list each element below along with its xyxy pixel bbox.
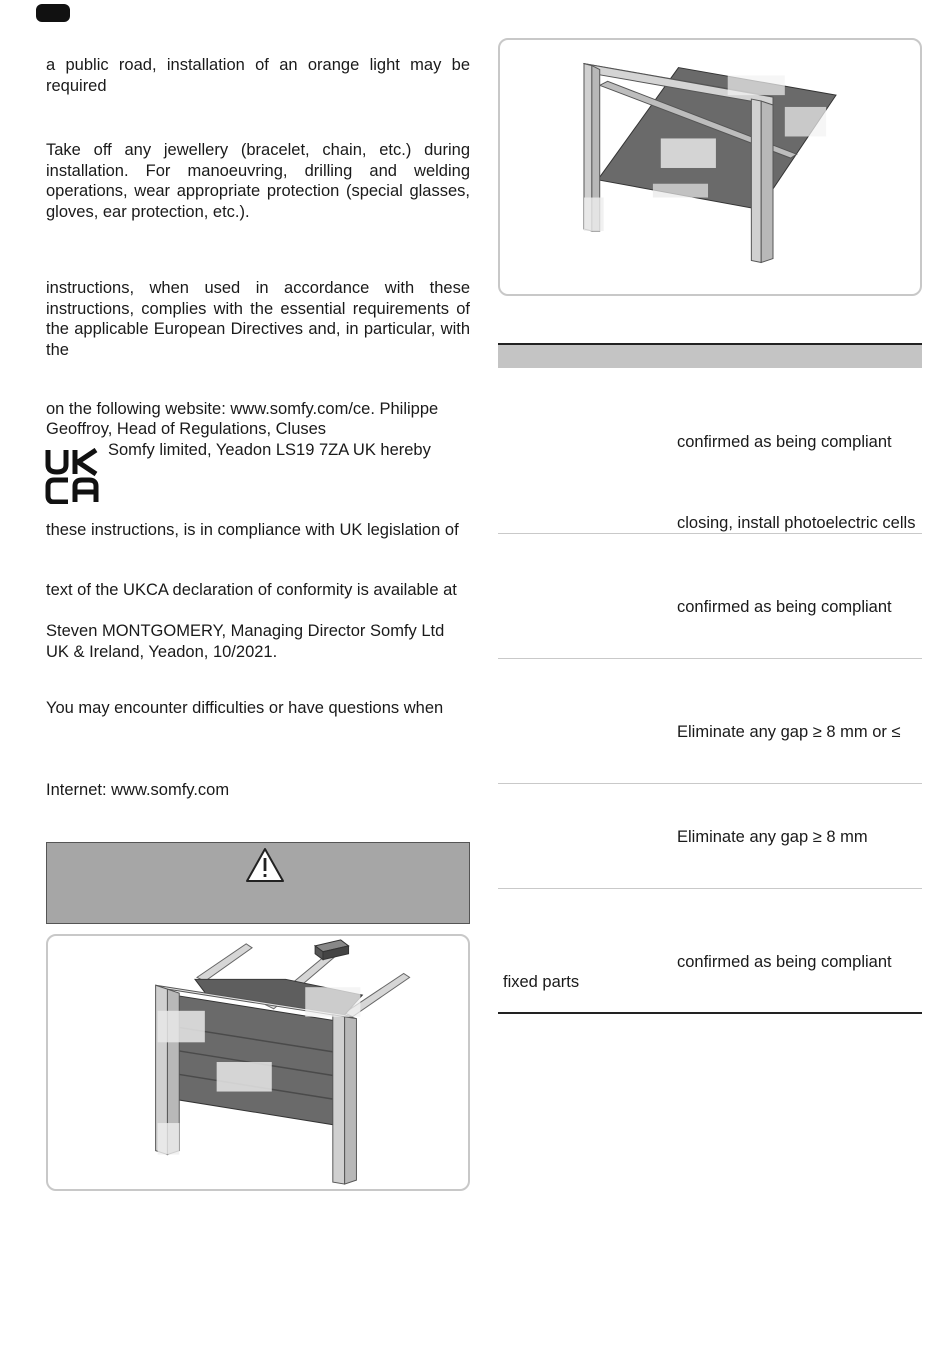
paragraph-signatory: Steven MONTGOMERY, Managing Director Somfy Ltd UK & Ireland, Yeadon, 10/2021. bbox=[46, 622, 445, 661]
table-bottom-border bbox=[498, 1012, 922, 1014]
table-row-3-right: Eliminate any gap ≥ 8 mm or ≤ bbox=[677, 723, 901, 741]
table-row-1-right-line1: confirmed as being compliant bbox=[677, 433, 892, 451]
warning-triangle-icon bbox=[245, 847, 285, 883]
up-and-over-door-drawing bbox=[500, 40, 920, 294]
paragraph-orange-light: a public road, installation of an orange light may be required bbox=[46, 56, 470, 95]
paragraph-website-line2: Geoffroy, Head of Regulations, Cluses bbox=[46, 420, 327, 438]
table-row-5-left: fixed parts bbox=[503, 973, 580, 991]
paragraph-uk-compliance: these instructions, is in compliance with UK legislation of bbox=[46, 521, 459, 539]
paragraph-difficulties: You may encounter difficulties or have questions when bbox=[46, 699, 444, 717]
sectional-door-drawing bbox=[48, 936, 468, 1189]
table-row-divider bbox=[498, 658, 922, 659]
table-row-divider bbox=[498, 888, 922, 889]
paragraph-ukca-declaration: text of the UKCA declaration of conformity is available at bbox=[46, 581, 457, 599]
sectional-door-illustration bbox=[46, 934, 470, 1191]
table-row-divider bbox=[498, 783, 922, 784]
paragraph-somfy-limited: Somfy limited, Yeadon LS19 7ZA UK hereby bbox=[108, 441, 431, 459]
table-row-divider bbox=[498, 533, 922, 534]
table-row-2-right: confirmed as being compliant bbox=[677, 598, 892, 616]
page-tab-marker bbox=[36, 4, 70, 22]
ukca-logo bbox=[44, 448, 102, 504]
table-row-5-right: confirmed as being compliant bbox=[677, 953, 892, 971]
table-header bbox=[498, 343, 922, 368]
paragraph-website-line1: on the following website: www.somfy.com/ce. Philippe bbox=[46, 400, 439, 418]
table-row-4-right: Eliminate any gap ≥ 8 mm bbox=[677, 828, 868, 846]
table-row-1-right-line2: closing, install photoelectric cells bbox=[677, 514, 916, 532]
paragraph-internet: Internet: www.somfy.com bbox=[46, 781, 230, 799]
paragraph-jewellery-safety: Take off any jewellery (bracelet, chain, etc.) during installation. For manoeuvring, drilling and welding operations, wear appropriate protection (special glasses, gloves, ear protection, etc.). bbox=[46, 141, 470, 221]
warning-box bbox=[46, 842, 470, 924]
paragraph-eu-compliance: instructions, when used in accordance with these instructions, complies with the essential requirements of the applicable European Directives and, in particular, with the bbox=[46, 279, 470, 359]
up-and-over-door-illustration bbox=[498, 38, 922, 296]
